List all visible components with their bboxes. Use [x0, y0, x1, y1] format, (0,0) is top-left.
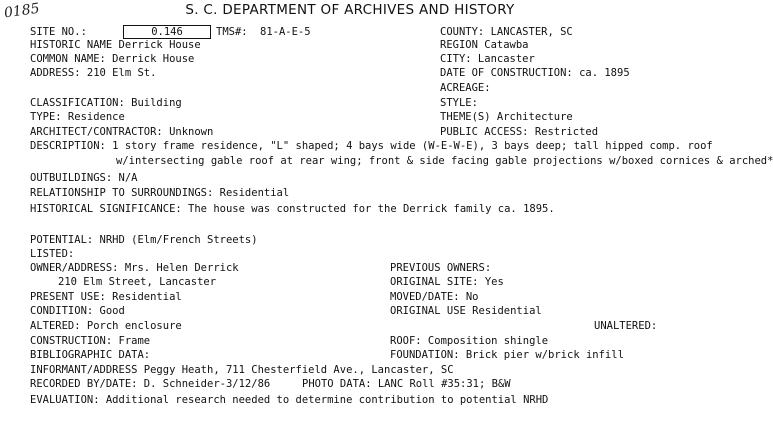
page-title: S. C. DEPARTMENT OF ARCHIVES AND HISTORY: [185, 2, 515, 18]
construction: CONSTRUCTION: Frame: [30, 335, 151, 347]
owner-address-line-1: OWNER/ADDRESS: Mrs. Helen Derrick: [30, 262, 239, 274]
tms-value: 81-A-E-5: [260, 26, 311, 38]
site-no-value: 0.146: [123, 25, 211, 39]
architect-contractor: ARCHITECT/CONTRACTOR: Unknown: [30, 126, 214, 138]
historic-name: HISTORIC NAME Derrick House: [30, 39, 201, 51]
classification: CLASSIFICATION: Building: [30, 97, 182, 109]
present-use: PRESENT USE: Residential: [30, 291, 182, 303]
roof: ROOF: Composition shingle: [390, 335, 549, 347]
common-name: COMMON NAME: Derrick House: [30, 53, 195, 65]
acreage: ACREAGE:: [440, 82, 491, 94]
region: REGION Catawba: [440, 39, 529, 51]
original-use: ORIGINAL USE Residential: [390, 305, 542, 317]
evaluation: EVALUATION: Additional research needed to determine contribution to potential NRHD: [30, 394, 549, 406]
tms-label: TMS#:: [216, 26, 248, 38]
foundation: FOUNDATION: Brick pier w/brick infill: [390, 349, 624, 361]
style: STYLE:: [440, 97, 478, 109]
recorded-by-date: RECORDED BY/DATE: D. Schneider-3/12/86: [30, 378, 271, 390]
condition: CONDITION: Good: [30, 305, 125, 317]
historical-significance: HISTORICAL SIGNIFICANCE: The house was constructed for the Derrick family ca. 1895.: [30, 203, 555, 215]
type: TYPE: Residence: [30, 111, 125, 123]
original-site: ORIGINAL SITE: Yes: [390, 276, 504, 288]
themes: THEME(S) Architecture: [440, 111, 573, 123]
county: COUNTY: LANCASTER, SC: [440, 26, 573, 38]
moved-date: MOVED/DATE: No: [390, 291, 479, 303]
bibliographic-data: BIBLIOGRAPHIC DATA:: [30, 349, 151, 361]
description-line-1: DESCRIPTION: 1 story frame residence, "L" shaped; 4 bays wide (W-E-W-E), 3 bays deep; tall hipped comp. roof: [30, 140, 713, 152]
public-access: PUBLIC ACCESS: Restricted: [440, 126, 599, 138]
address: ADDRESS: 210 Elm St.: [30, 67, 157, 79]
city: CITY: Lancaster: [440, 53, 535, 65]
site-no-label: SITE NO.:: [30, 26, 87, 38]
informant-address: INFORMANT/ADDRESS Peggy Heath, 711 Chesterfield Ave., Lancaster, SC: [30, 364, 454, 376]
altered: ALTERED: Porch enclosure: [30, 320, 182, 332]
relationship-to-surroundings: RELATIONSHIP TO SURROUNDINGS: Residential: [30, 187, 290, 199]
date-of-construction: DATE OF CONSTRUCTION: ca. 1895: [440, 67, 630, 79]
handwritten-number: 0185: [3, 0, 41, 22]
unaltered: UNALTERED:: [594, 320, 658, 332]
listed: LISTED:: [30, 248, 75, 260]
potential: POTENTIAL: NRHD (Elm/French Streets): [30, 234, 258, 246]
description-line-2: w/intersecting gable roof at rear wing; front & side facing gable projections w/boxed cornices & arched*: [116, 155, 773, 167]
outbuildings: OUTBUILDINGS: N/A: [30, 172, 138, 184]
photo-data: PHOTO DATA: LANC Roll #35:31; B&W: [302, 378, 511, 390]
previous-owners: PREVIOUS OWNERS:: [390, 262, 492, 274]
owner-address-line-2: 210 Elm Street, Lancaster: [58, 276, 217, 288]
